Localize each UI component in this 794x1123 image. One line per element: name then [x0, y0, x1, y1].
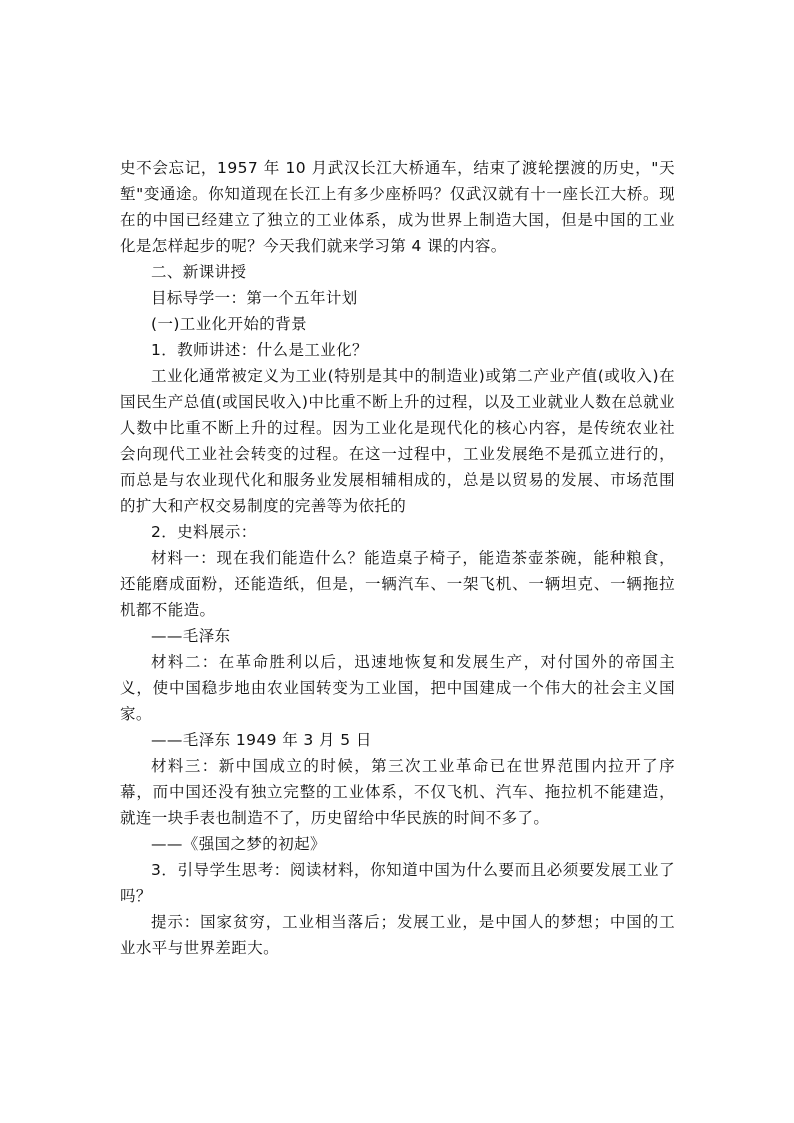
paragraph-industrialization-definition: 工业化通常被定义为工业(特别是其中的制造业)或第二产业产值(或收入)在国民生产总值(或国民收入)中比重不断上升的过程，以及工业就业人数在总就业人数中比重不断上升的过程。因为工业化是现代化的核心内容，是传统农业社会向现代工业社会转变的过程。在这一过程中，工业发展绝不是孤立进行的，而总是与农业现代化和服务业发展相辅相成的，总是以贸易的发展、市场范围的扩大和产权交易制度的完善等为依托的 — [120, 367, 675, 515]
document-body — [120, 155, 675, 961]
item-historical-materials: 2．史料展示： — [151, 523, 257, 541]
material-2: 材料二：在革命胜利以后，迅速地恢复和发展生产，对付国外的帝国主义，使中国稳步地由农业国转变为工业国，把中国建成一个伟大的社会主义国家。 — [120, 653, 675, 723]
material-2-attribution: ——毛泽东 1949 年 3 月 5 日 — [151, 731, 372, 749]
paragraph-intro: 史不会忘记，1957 年 10 月武汉长江大桥通车，结束了渡轮摆渡的历史，"天堑"变通途。你知道现在长江上有多少座桥吗？仅武汉就有十一座长江大桥。现在的中国已经建立了独立的工业体系，成为世界上制造大国，但是中国的工业化是怎样起步的呢？今天我们就来学习第 4 课的内容。 — [120, 159, 675, 255]
subsection-heading-background: (一)工业化开始的背景 — [151, 315, 307, 333]
material-3: 材料三：新中国成立的时候，第三次工业革命已在世界范围内拉开了序幕，而中国还没有独立完整的工业体系，不仅飞机、汽车、拖拉机不能建造，就连一块手表也制造不了，历史留给中华民族的时间不多了。 — [120, 757, 675, 827]
paragraph-hint: 提示：国家贫穷，工业相当落后；发展工业，是中国人的梦想；中国的工业水平与世界差距大。 — [120, 913, 675, 957]
material-3-attribution: ——《强国之梦的初起》 — [151, 835, 326, 853]
goal-heading-1: 目标导学一：第一个五年计划 — [151, 289, 358, 307]
item-guide-students: 3．引导学生思考：阅读材料，你知道中国为什么要而且必须要发展工业了吗？ — [120, 861, 675, 905]
section-heading-new-lesson: 二、新课讲授 — [151, 263, 247, 281]
material-1: 材料一：现在我们能造什么？能造桌子椅子，能造茶壶茶碗，能种粮食，还能磨成面粉，还能造纸，但是，一辆汽车、一架飞机、一辆坦克、一辆拖拉机都不能造。 — [120, 549, 675, 619]
material-1-attribution: ——毛泽东 — [151, 627, 231, 645]
item-teacher-explains: 1．教师讲述：什么是工业化？ — [151, 341, 368, 359]
